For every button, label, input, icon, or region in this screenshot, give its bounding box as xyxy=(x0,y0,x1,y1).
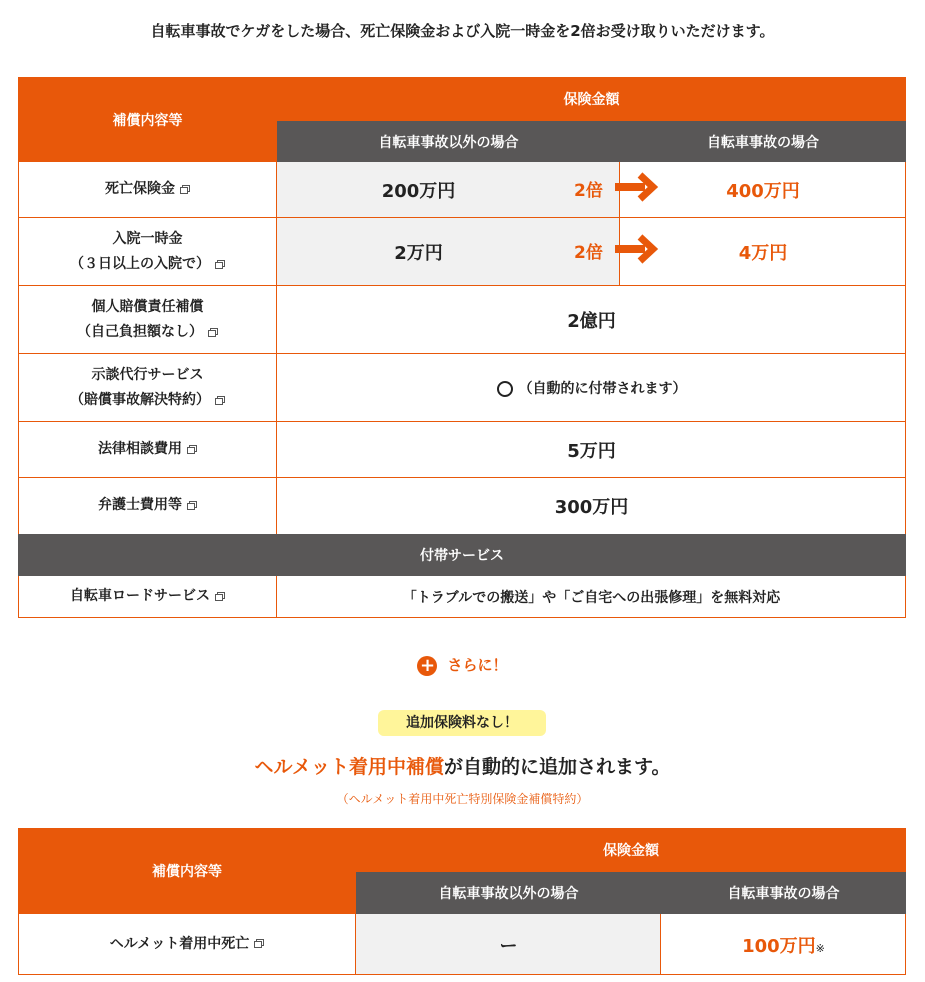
hospital-other: 2万円 xyxy=(394,243,443,264)
more-text: さらに！ xyxy=(447,656,508,674)
multiplier-label: 2倍 xyxy=(574,181,603,201)
row-label-text: 入院一時金 xyxy=(112,230,183,247)
table-header-coverage: 補償内容等 xyxy=(18,77,277,162)
helmet-death-other: ー xyxy=(356,914,661,975)
service-header: 付帯サービス xyxy=(18,534,906,576)
row-label-text: 個人賠償責任補償 xyxy=(91,298,204,315)
row-road-service-label xyxy=(18,576,277,618)
intro-text: 自転車事故でケガをした場合、死亡保険金および入院一時金を2倍お受け取りいただけます。 xyxy=(150,22,775,40)
helmet-headline xyxy=(0,752,925,779)
column-header-bike: 自転車事故の場合 xyxy=(661,872,906,914)
row-label-text: ヘルメット着用中死亡 xyxy=(109,935,250,952)
table-header-amount: 保険金額 xyxy=(356,828,906,872)
plus-circle-icon: + xyxy=(417,656,437,676)
row-label-text: 示談代行サービス xyxy=(91,366,204,383)
external-link-icon[interactable] xyxy=(215,260,225,269)
death-benefit-other: 200万円 xyxy=(381,181,456,202)
more-section xyxy=(0,654,925,676)
external-link-icon[interactable] xyxy=(215,396,225,405)
external-link-icon[interactable] xyxy=(208,328,218,337)
row-label-text: 法律相談費用 xyxy=(98,441,182,458)
row-label-subtext: （賠償事故解決特約） xyxy=(70,392,210,408)
row-label-text: 弁護士費用等 xyxy=(98,497,182,514)
lawyer-fee-value: 300万円 xyxy=(554,497,629,518)
hospital-bike: 4万円 xyxy=(738,243,788,264)
table-header-coverage: 補償内容等 xyxy=(18,828,356,914)
row-settlement-label xyxy=(18,354,277,422)
row-helmet-death-label xyxy=(18,914,356,975)
column-header-other: 自転車事故以外の場合 xyxy=(356,872,661,914)
note-mark: ※ xyxy=(815,941,825,955)
external-link-icon[interactable] xyxy=(187,445,197,454)
helmet-death-bike xyxy=(661,914,906,975)
row-legal-consult-label xyxy=(18,422,277,478)
external-link-icon[interactable] xyxy=(187,501,197,510)
settlement-text: （自動的に付帯されます） xyxy=(518,381,687,397)
row-label-text: 死亡保険金 xyxy=(105,181,175,198)
liability-value: 2億円 xyxy=(567,311,616,332)
helmet-highlight: ヘルメット着用中補償 xyxy=(254,756,444,778)
row-hospital-label xyxy=(18,218,277,286)
row-liability-label xyxy=(18,286,277,354)
legal-consult-value: 5万円 xyxy=(567,441,616,462)
row-label-subtext: （３日以上の入院で） xyxy=(70,256,210,272)
external-link-icon[interactable] xyxy=(180,185,190,194)
row-death-benefit-label xyxy=(18,162,277,218)
row-label-text: 自転車ロードサービス xyxy=(70,588,210,605)
column-header-other: 自転車事故以外の場合 xyxy=(277,121,620,162)
settlement-value xyxy=(277,354,906,422)
table-header-amount: 保険金額 xyxy=(277,77,906,121)
no-extra-premium-badge: 追加保険料なし！ xyxy=(378,710,546,736)
death-benefit-bike: 400万円 xyxy=(726,181,800,202)
circle-icon xyxy=(497,381,513,397)
road-service-value: 「トラブルでの搬送」や「ご自宅への出張修理」を無料対応 xyxy=(402,590,781,606)
helmet-death-bike-value: 100万円 xyxy=(742,935,816,957)
multiplier-label: 2倍 xyxy=(574,243,603,263)
helmet-rest: が自動的に追加されます。 xyxy=(443,756,671,778)
row-label-subtext: （自己負担額なし） xyxy=(77,324,203,340)
helmet-rider-note: （ヘルメット着用中死亡特別保険金補償特約） xyxy=(336,792,589,806)
row-lawyer-fee-label xyxy=(18,478,277,534)
external-link-icon[interactable] xyxy=(215,592,225,601)
column-header-bike: 自転車事故の場合 xyxy=(620,121,906,162)
external-link-icon[interactable] xyxy=(254,939,264,948)
